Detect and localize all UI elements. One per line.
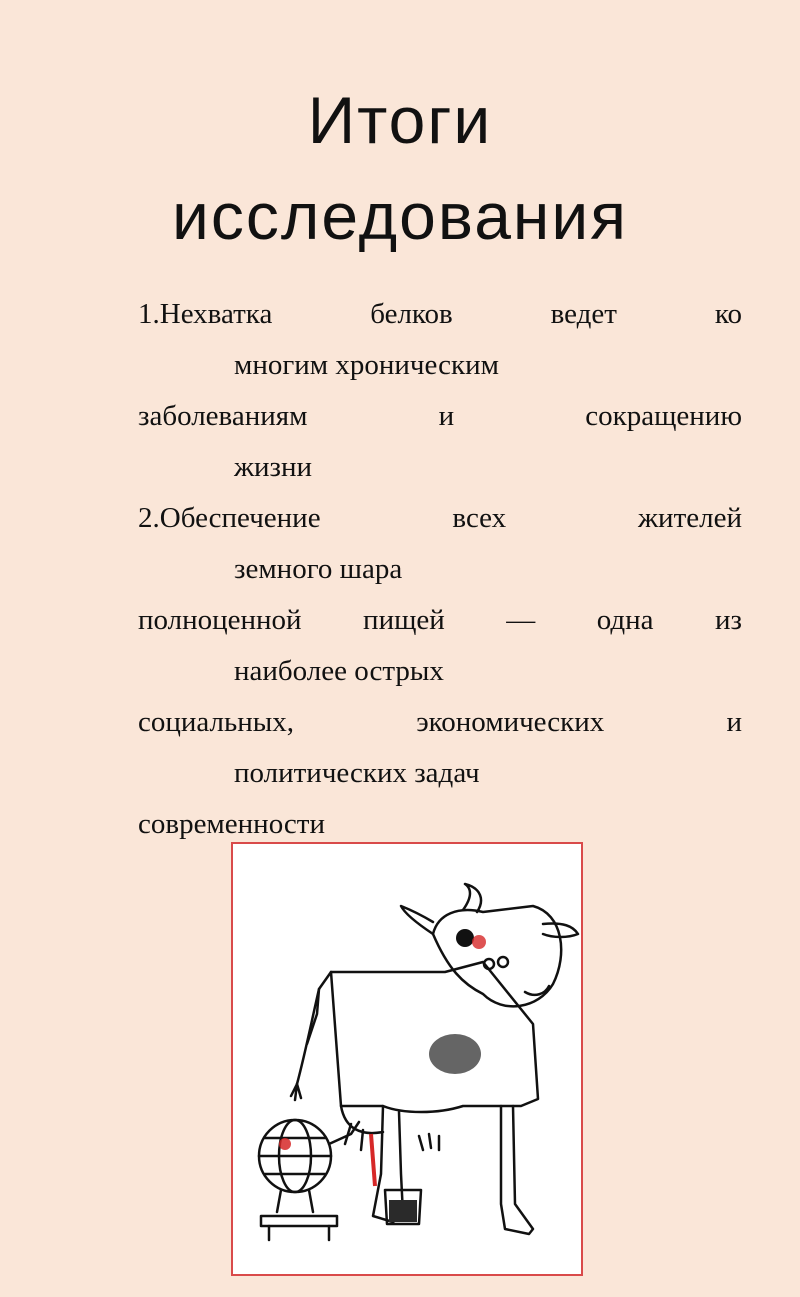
cow-nose xyxy=(456,929,474,947)
finding-line: 1.Нехватка белков ведет ко xyxy=(138,298,742,330)
finding-line: наиболее острых xyxy=(234,655,444,687)
cow-body xyxy=(331,962,538,1112)
finding-item-2 xyxy=(138,492,742,849)
finding-item-1 xyxy=(138,288,742,492)
finding-line: земного шара xyxy=(234,553,403,585)
title-line-2: исследования xyxy=(172,179,628,253)
title-line-1: Итоги xyxy=(307,83,493,157)
finding-line: социальных, экономических и xyxy=(138,706,742,738)
cow-head xyxy=(433,906,561,1006)
finding-line: политических задач xyxy=(234,757,480,789)
finding-line: 2.Обеспечение всех жителей xyxy=(138,502,742,534)
page-title xyxy=(0,72,800,264)
finding-line: многим хроническим xyxy=(234,349,499,381)
finding-line: заболеваниям и сокращению xyxy=(138,400,742,432)
finding-line: современности xyxy=(138,808,325,840)
cow-spot xyxy=(429,1034,481,1074)
cow-back-leg xyxy=(501,1106,533,1234)
cow-drawing xyxy=(233,844,581,1274)
cow-globe-illustration xyxy=(231,842,583,1276)
finding-line: полноценной пищей — одна из xyxy=(138,604,742,636)
findings-list xyxy=(138,288,742,849)
stool xyxy=(261,1216,337,1226)
finding-line: жизни xyxy=(234,451,313,483)
